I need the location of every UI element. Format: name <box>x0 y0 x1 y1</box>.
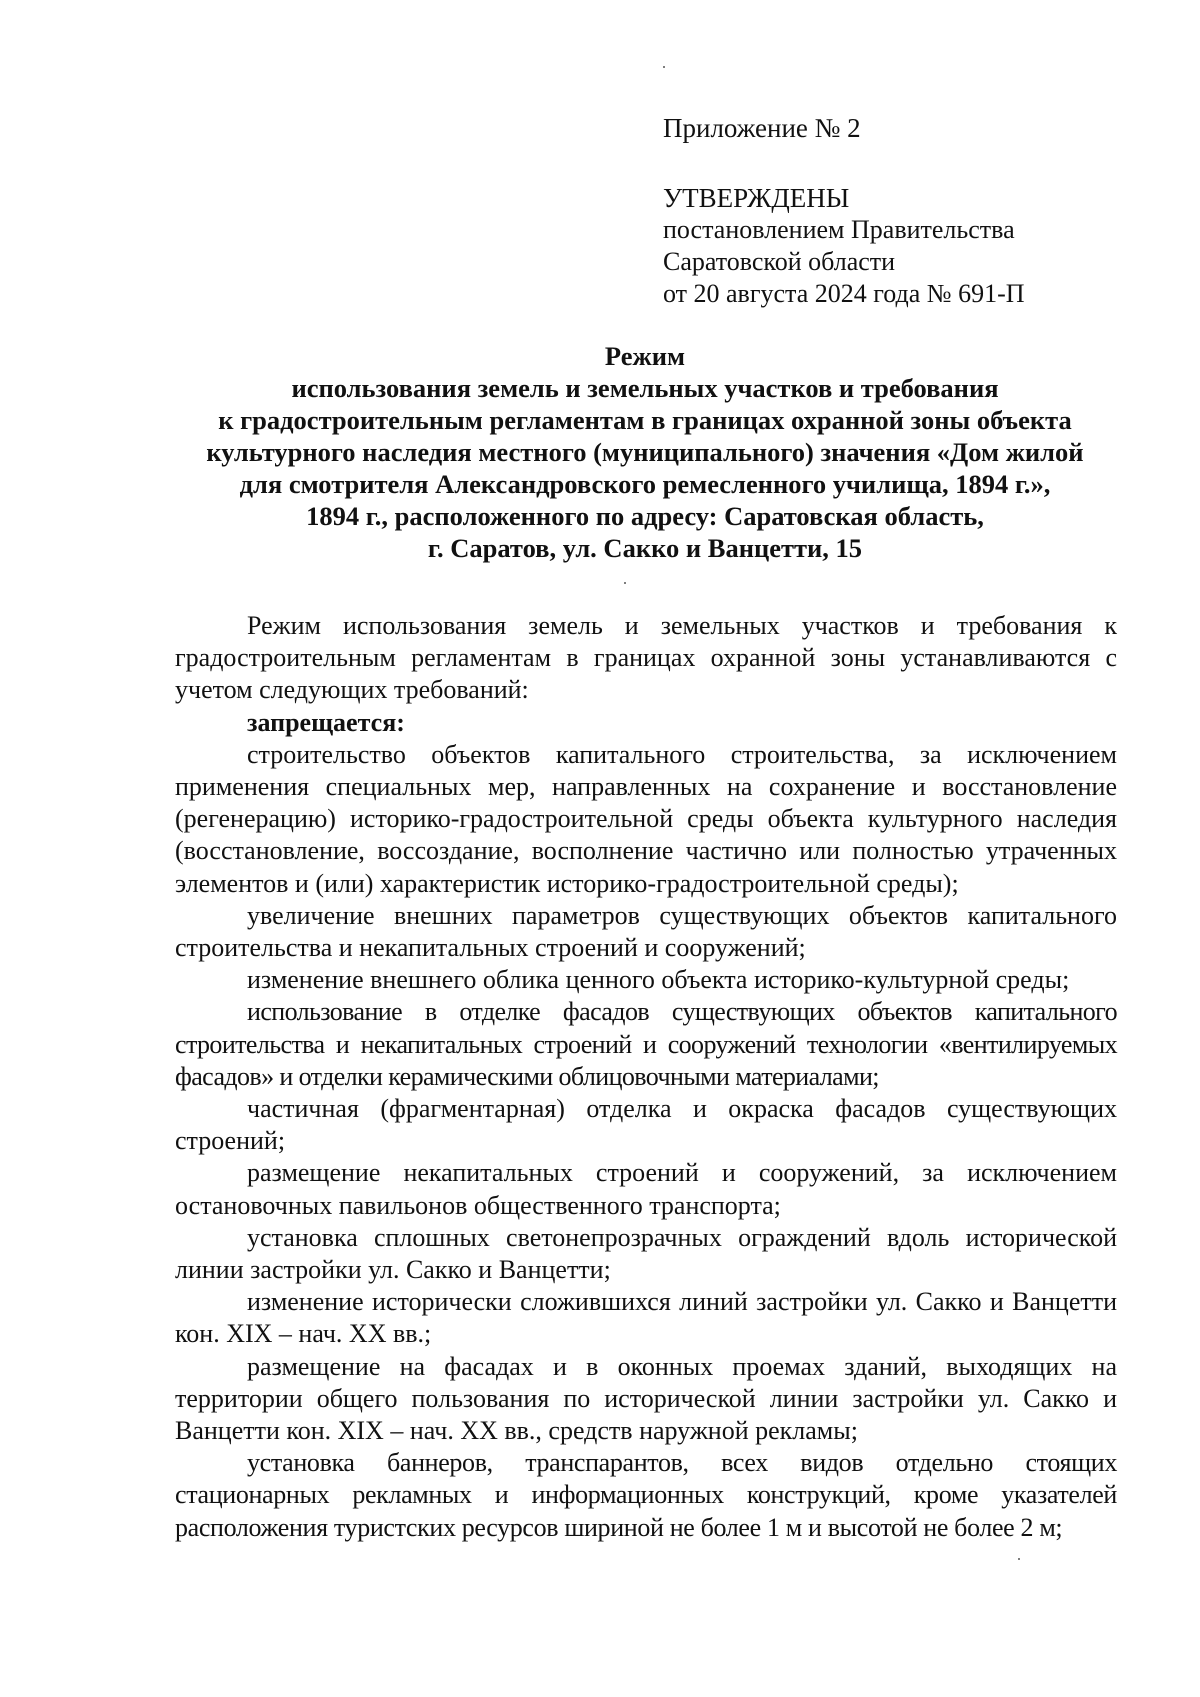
list-item: изменение исторически сложившихся линий застройки ул. Сакко и Ванцетти кон. XIX – нач. XX вв.; <box>175 1287 1117 1349</box>
title-line-1: Режим <box>604 341 686 371</box>
list-item: размещение некапитальных строений и сооружений, за исключением остановочных павильонов общественного транспорта; <box>175 1158 1117 1220</box>
list-item: установка сплошных светонепрозрачных ограждений вдоль исторической линии застройки ул. Сакко и Ванцетти; <box>175 1222 1117 1285</box>
list-item: размещение на фасадах и в оконных проемах зданий, выходящих на территории общего пользования по исторической линии застройки ул. Сакко и Ванцетти кон. XIX – нач. XX вв., средств наружной рекламы; <box>175 1351 1117 1446</box>
title-line-2: использования земель и земельных участков и требования <box>291 373 999 403</box>
approved-heading: УТВЕРЖДЕНЫ <box>663 183 850 213</box>
approval-line-2: Саратовской области <box>663 247 896 276</box>
approval-block <box>663 182 1025 310</box>
list-item: использование в отделке фасадов существующих объектов капитального строительства и некапитальных строений и сооружений технологии «вентилируемых фасадов» и отделки керамическими облицовочными материалами; <box>175 997 1117 1091</box>
list-item: строительство объектов капитального строительства, за исключением применения специальных мер, направленных на сохранение и восстановление (регенерацию) историко-градостроительной среды объекта культурного наследия (восстановление, воссоздание, восполнение частично или полностью утраченных элементов и (или) характеристик историко-градостроительной среды); <box>175 739 1117 898</box>
title-line-7: г. Саратов, ул. Сакко и Ванцетти, 15 <box>427 533 863 563</box>
title-line-5: для смотрителя Александровского ремесленного училища, 1894 г.», <box>239 469 1051 499</box>
prohibited-label: запрещается: <box>247 707 405 737</box>
list-item: увеличение внешних параметров существующих объектов капитального строительства и некапитальных строений и сооружений; <box>175 900 1117 963</box>
scan-speck <box>1018 1558 1020 1560</box>
intro-paragraph: Режим использования земель и земельных участков и требования к градостроительным регламентам в границах охранной зоны устанавливаются с учетом следующих требований: <box>175 611 1117 705</box>
title-line-3: к градостроительным регламентам в границах охранной зоны объекта <box>218 405 1072 435</box>
title-line-6: 1894 г., расположенного по адресу: Саратовская область, <box>306 501 984 531</box>
document-title <box>165 340 1125 564</box>
list-item: изменение внешнего облика ценного объекта историко-культурной среды; <box>247 965 1070 995</box>
list-item: частичная (фрагментарная) отделка и окраска фасадов существующих строений; <box>175 1094 1117 1156</box>
list-item: установка баннеров, транспарантов, всех видов отдельно стоящих стационарных рекламных и информационных конструкций, кроме указателей расположения туристских ресурсов шириной не более 1 м и высотой не более 2 м; <box>175 1448 1117 1542</box>
approval-line-3: от 20 августа 2024 года № 691-П <box>663 279 1025 308</box>
scan-speck <box>663 66 665 68</box>
appendix-number: Приложение № 2 <box>663 113 861 143</box>
scan-speck <box>624 582 626 584</box>
document-body <box>175 610 1117 1544</box>
title-line-4: культурного наследия местного (муниципального) значения «Дом жилой <box>206 437 1084 467</box>
approval-line-1: постановлением Правительства <box>663 215 1015 244</box>
